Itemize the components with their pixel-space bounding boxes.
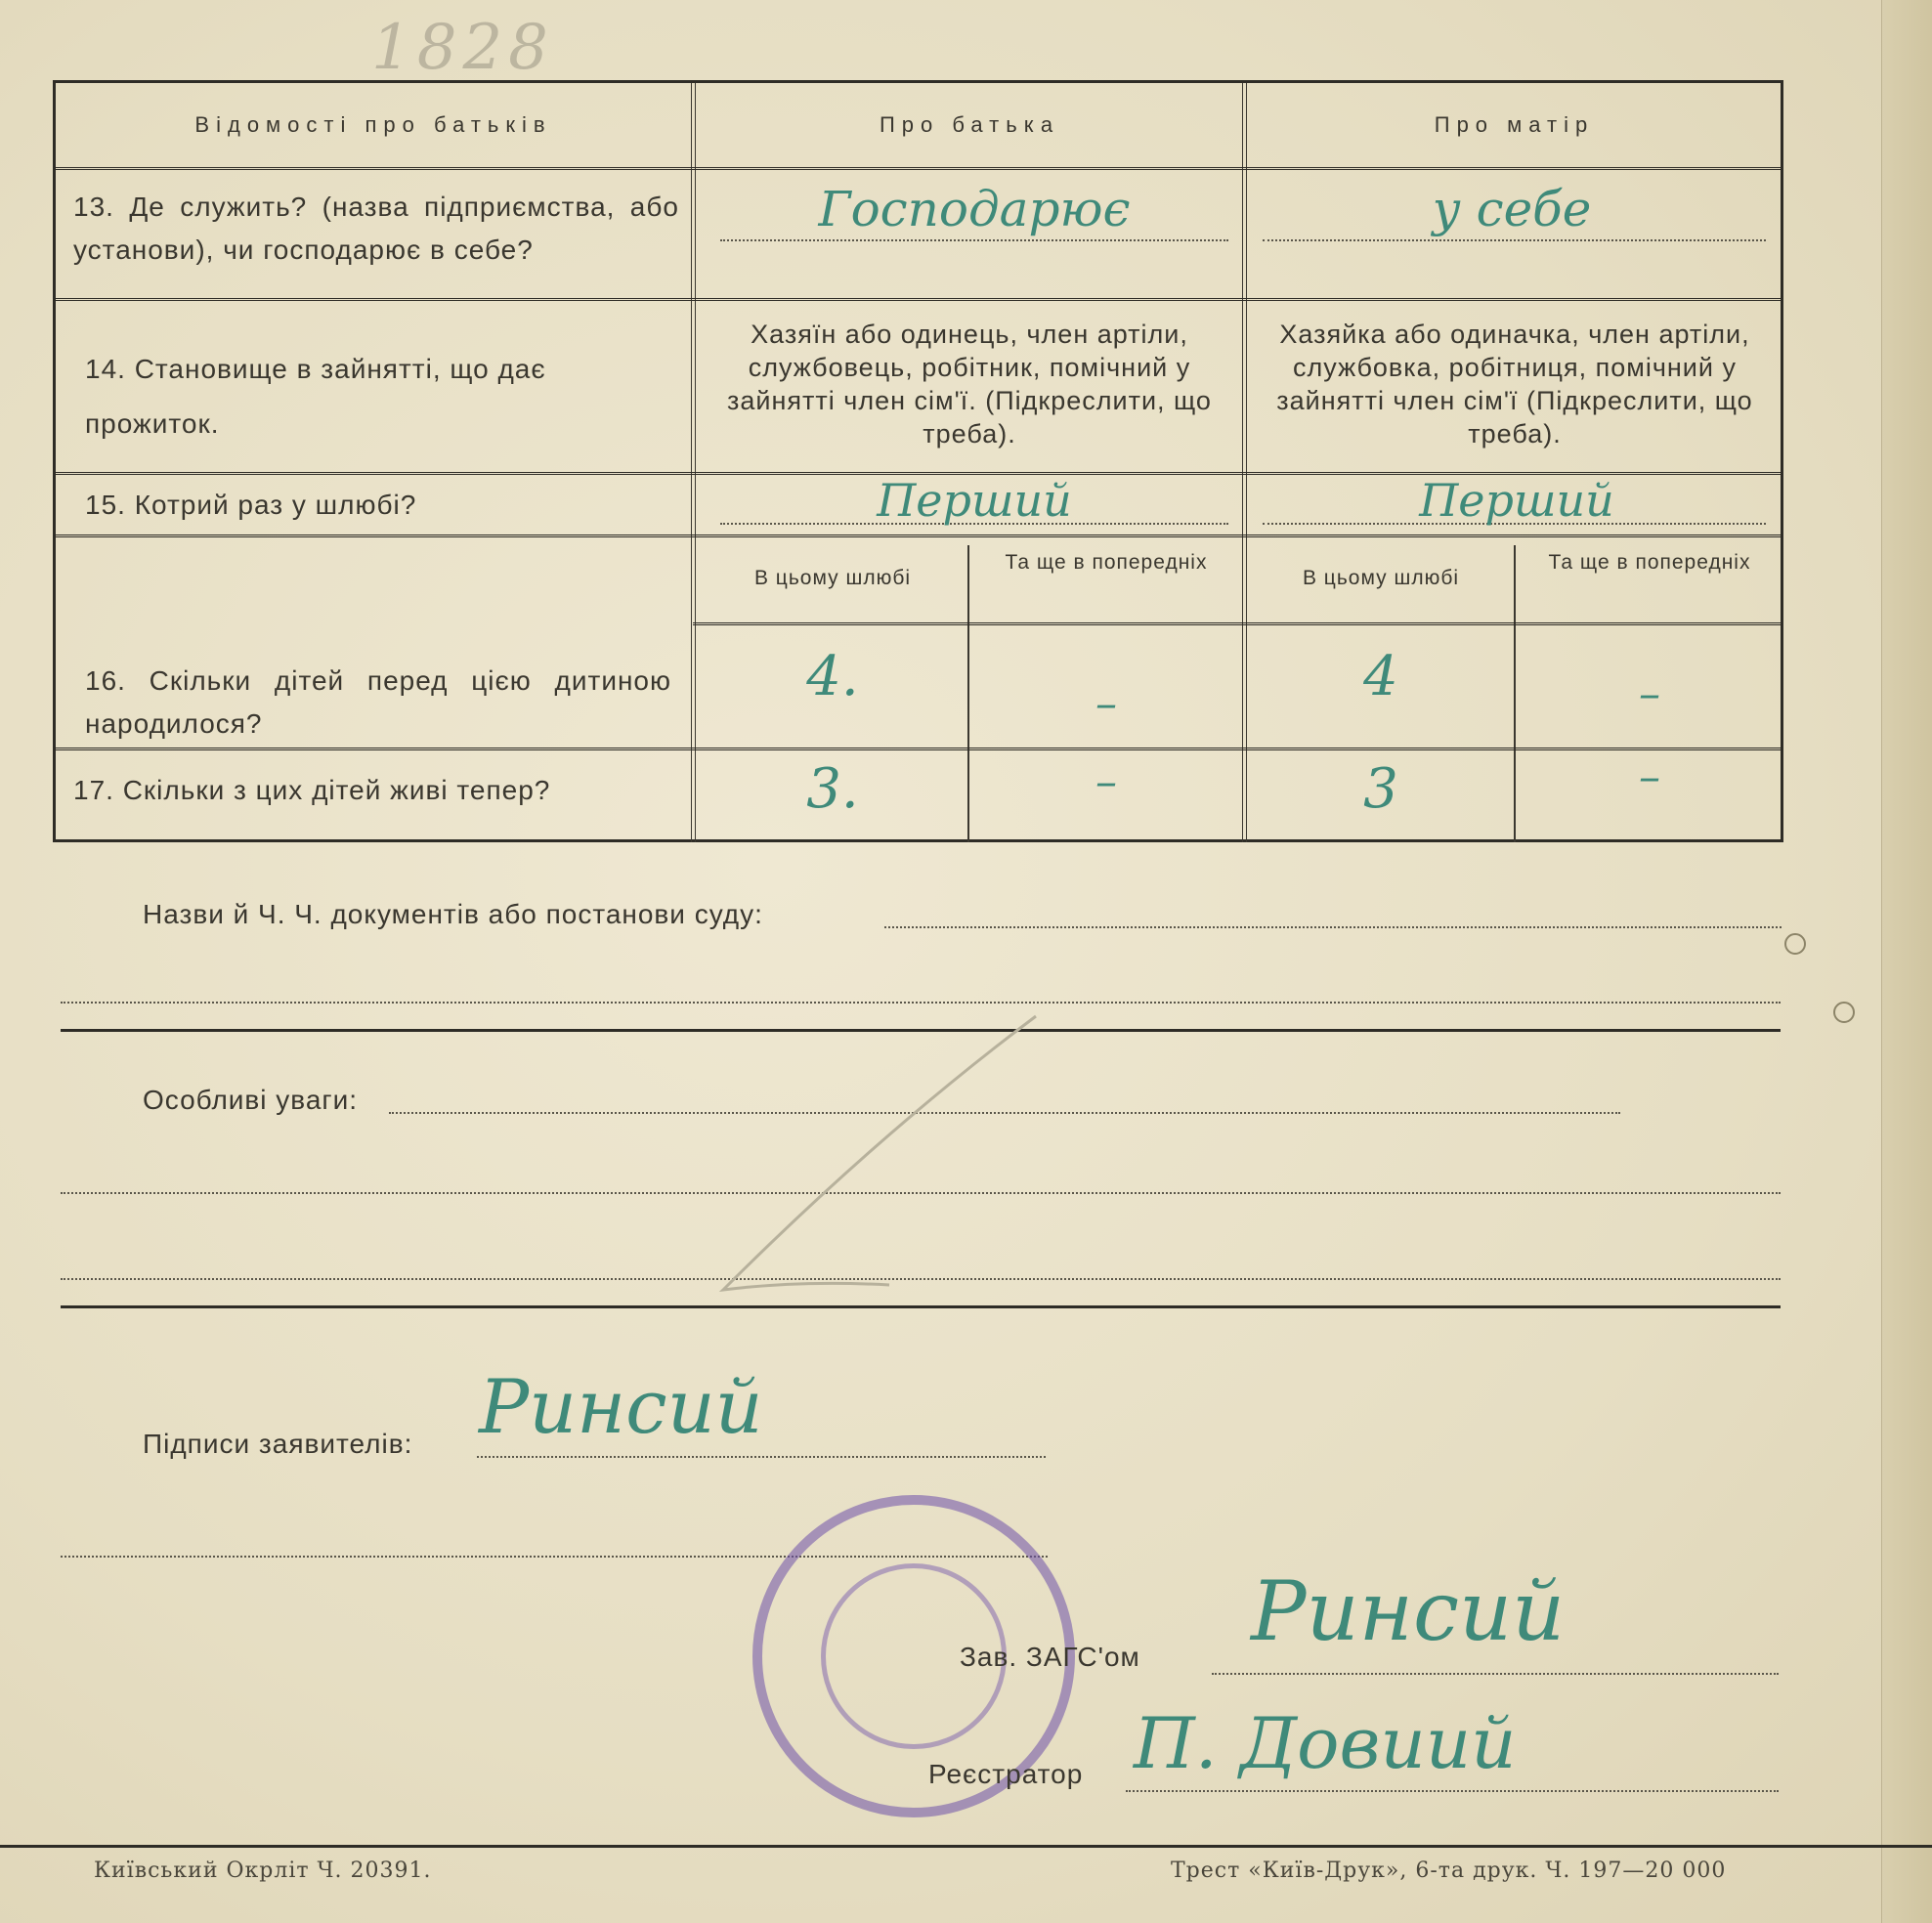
q13-father-answer: Господарює [818,181,1131,237]
applicants-label: Підписи заявителів: [143,1429,413,1459]
q17-father-this: 3. [806,757,859,821]
row-divider [693,622,1781,625]
q15-mother-answer: Перший [1419,474,1614,527]
q13-mother-answer: у себе [1432,181,1592,237]
q17-father-previous: – [1095,757,1117,807]
binding-hole [1784,933,1806,955]
subcolumn-divider [967,545,969,842]
subheader-father-previous: Та ще в попередніх [1005,551,1208,574]
q16-father-this: 4. [806,645,859,708]
footer-printer-left: Київський Окрліт Ч. 20391. [94,1859,432,1883]
subheader-father-this-marriage: В цьому шлюбі [753,567,912,589]
q17-mother-previous: – [1639,752,1660,802]
column-divider [691,83,696,842]
question-13-label: 13. Де служить? (назва підприємства, або установи), чи господарює в себе? [73,192,679,265]
pencil-page-number: 1828 [371,12,554,84]
row-divider [56,298,1781,301]
header-mother: Про матір [1434,112,1595,137]
answer-line [720,239,1228,241]
subheader-mother-previous: Та ще в попередніх [1548,551,1751,574]
header-father: Про батька [879,112,1060,137]
answer-line [1263,239,1766,241]
head-zags-label: Зав. ЗАГС'ом [960,1642,1140,1672]
page-binding-edge [1881,0,1932,1923]
applicants-signature-line [477,1456,1046,1458]
documents-line [884,926,1782,928]
applicants-signature: Ринсий [479,1363,763,1450]
row-divider [56,534,1781,537]
row-divider [56,167,1781,170]
subcolumn-divider [1514,545,1516,842]
subheader-mother-this-marriage: В цьому шлюбі [1302,567,1460,589]
question-14-label: 14. Становище в зайнятті, що дає прожиток. [85,354,546,439]
question-15-label: 15. Котрий раз у шлюбі? [85,490,417,520]
head-signature-line [1212,1673,1779,1675]
notes-label: Особливі уваги: [143,1085,359,1115]
q16-father-previous: – [1095,679,1117,729]
footer-printer-right: Трест «Київ-Друк», 6-та друк. Ч. 197—20 000 [1171,1859,1727,1883]
footer-rule [0,1845,1932,1848]
registrar-signature: П. Довиий [1134,1702,1517,1784]
row-divider [56,748,1781,750]
q14-father-options: Хазяїн або одинець, член артіли, службовець, робітник, помічний у зайнятті член сім'ї. (Підкреслити, що треба). [727,320,1212,449]
column-divider [1242,83,1247,842]
registrar-label: Реєстратор [928,1759,1084,1789]
registrar-signature-line [1126,1790,1779,1792]
header-parents-info: Відомості про батьків [194,112,552,137]
documents-label: Назви й Ч. Ч. документів або постанови суду: [143,899,763,929]
parents-info-table [53,80,1783,842]
q14-mother-options: Хазяйка або одиначка, член артіли, службовка, робітниця, помічний у зайнятті член сім'ї (Підкреслити, що треба). [1276,320,1753,449]
question-17-label: 17. Скільки з цих дітей живі тепер? [73,775,551,805]
q16-mother-this: 4 [1363,645,1398,708]
question-16-label: 16. Скільки дітей перед цією дитиною народилося? [85,665,671,739]
q16-mother-previous: – [1639,669,1660,719]
q17-mother-this: 3 [1363,757,1398,821]
q15-father-answer: Перший [877,474,1072,527]
blank-crossout-mark [665,997,1075,1309]
head-zags-signature: Ринсий [1251,1563,1566,1659]
binding-hole [1833,1002,1855,1023]
